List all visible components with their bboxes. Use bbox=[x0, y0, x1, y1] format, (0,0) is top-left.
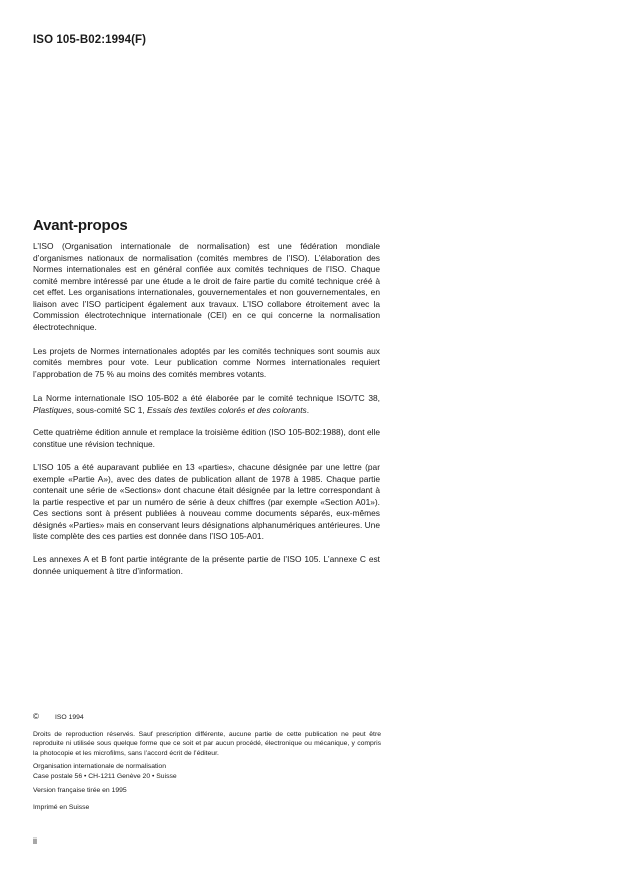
copyright-block bbox=[33, 712, 381, 812]
paragraph-3 bbox=[33, 393, 380, 416]
section-title: Avant-propos bbox=[33, 217, 128, 234]
page-number: ii bbox=[33, 836, 37, 846]
paragraph-1: L’ISO (Organisation internationale de normalisation) est une fédération mondiale d’organismes nationaux de normalisation (comités membres de l’ISO). L’élaboration des Normes internationales est en général confiée aux comités techniques de l’ISO. Chaque comité membre intéressé par une étude a le droit de faire partie du comité technique créé à cet effet. Les organisations internationales, gouvernementales et non gouvernementales, en liaison avec l’ISO participent également aux travaux. L’ISO collabore étroitement avec la Commission électrotechnique internationale (CEI) en ce qui concerne la normalisation électrotechnique. bbox=[33, 241, 380, 332]
foreword-body bbox=[33, 241, 380, 588]
paragraph-5: L’ISO 105 a été auparavant publiée en 13 «parties», chacune désignée par une lettre (par exemple «Partie A»), avec des dates de publication allant de 1978 à 1985. Chaque partie contenait une série de «Sections» dont chacune était désignée par la lettre correspondant à la partie respective et par un numéro de série à deux chiffres (par exemple «Section A01»). Ces sections sont à présent publiées à nouveau comme documents séparés, eux-mêmes désignés «Parties» mais en conservant leurs désignations alphanumériques antérieures. Une liste complète des ces parties est donnée dans l’ISO 105-A01. bbox=[33, 462, 380, 541]
copyright-line bbox=[33, 712, 381, 723]
copyright-notice: ISO 1994 bbox=[55, 714, 84, 721]
paragraph-6: Les annexes A et B font partie intégrante de la présente partie de l’ISO 105. L’annexe C est donnée uniquement à titre d’information. bbox=[33, 554, 380, 576]
p3-italic-plastiques: Plastiques bbox=[33, 404, 72, 415]
p3-prefix: La Norme internationale ISO 105-B02 a été élaborée par le comité technique ISO/TC 38, bbox=[33, 393, 380, 403]
p3-italic-essais: Essais des textiles colorés et des colorants bbox=[147, 404, 307, 415]
p3-middle: , sous-comité SC 1, bbox=[71, 404, 148, 415]
version-note: Version française tirée en 1995 bbox=[33, 787, 127, 794]
publisher-address bbox=[33, 762, 381, 781]
paragraph-2: Les projets de Normes internationales adoptés par les comités techniques sont soumis aux comités membres pour vote. Leur publication comme Normes internationales requiert l’approbation de 75 % au moins des comités membres votants. bbox=[33, 345, 380, 379]
publisher-org: Organisation internationale de normalisation bbox=[33, 763, 166, 770]
publisher-postal: Case postale 56 • CH-1211 Genève 20 • Suisse bbox=[33, 772, 177, 780]
rights-notice: Droits de reproduction réservés. Sauf prescription différente, aucune partie de cette publication ne peut être reproduite ni utilisée sous quelque forme que ce soit et par aucun procédé, électronique ou mécanique, y compris la photocopie et les microfilms, sans l’accord écrit de l’éditeur. bbox=[33, 730, 381, 757]
paragraph-4: Cette quatrième édition annule et remplace la troisième édition (ISO 105-B02:1988), dont elle constitue une révision technique. bbox=[33, 427, 380, 449]
copyright-icon: © bbox=[33, 712, 39, 721]
document-id: ISO 105-B02:1994(F) bbox=[33, 34, 147, 46]
printed-note: Imprimé en Suisse bbox=[33, 803, 90, 811]
p3-suffix: . bbox=[306, 404, 310, 415]
